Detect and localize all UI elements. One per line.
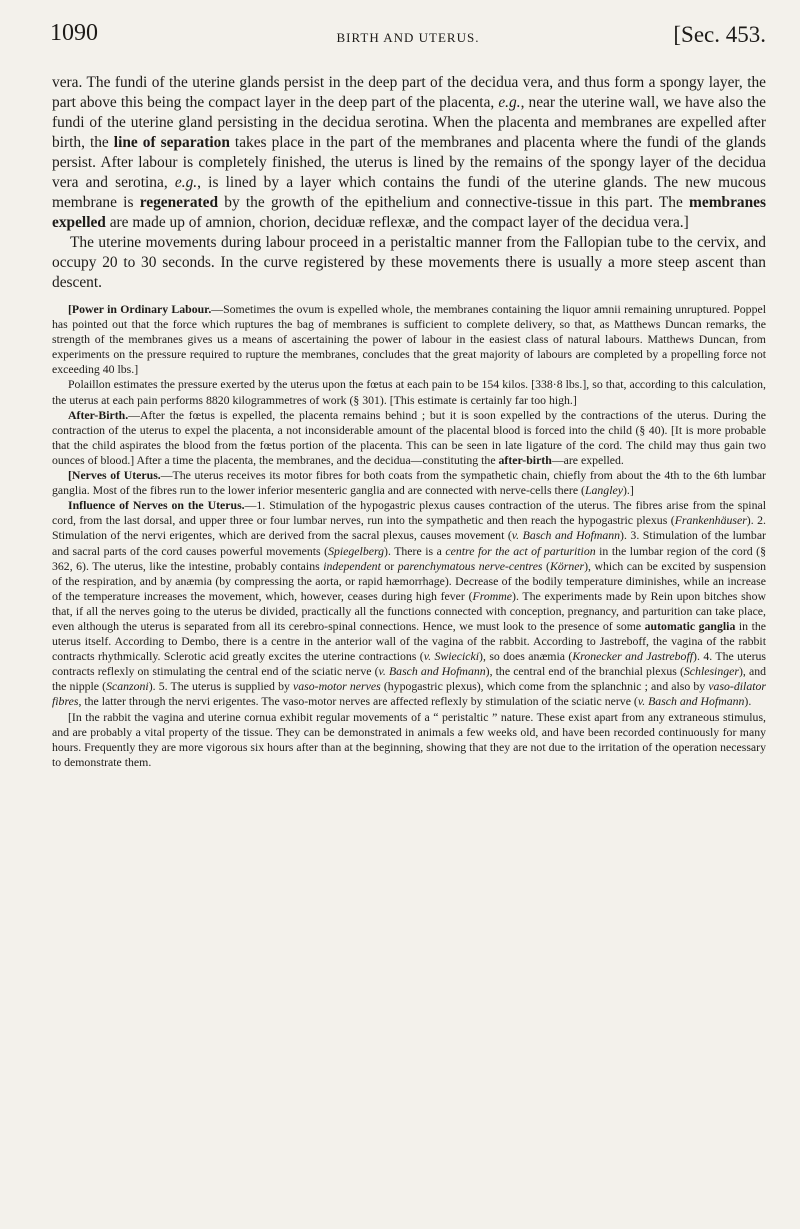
running-title: BIRTH AND UTERUS.	[336, 30, 480, 45]
text-run: vera. The fundi of the uterine glands persist in the deep part of the decidua vera, and thus form a spongy layer, the part above this being the compact layer in the deep part of the placenta,	[52, 74, 766, 111]
bold-run: After-Birth.	[68, 407, 129, 422]
text-run: takes place in the part of the membranes and placenta where the fundi of the glands persist. After labour is completely finished, the uterus is lined by the remains of the spongy layer of the decidua vera and serotina,	[52, 134, 766, 191]
text-run: (	[542, 558, 550, 573]
text-run: ).	[744, 694, 752, 709]
large-paragraph	[52, 73, 766, 233]
text-run: —After the fœtus is expelled, the placenta remains behind ; but it is soon expelled by the contractions of the uterus. During the contraction of the uterus to expel the placenta, a not inconsiderable amount of the placental blood is forced into the child (§ 40). [It is more probable that the child aspirates the blood from the fœtus portion of the placenta. This can be seen in late ligature of the cord. The child may thus gain two ounces of blood.] After a time the placenta, the membranes, and the decidua—constituting the	[52, 407, 766, 467]
italic-run: e.g.	[498, 94, 521, 111]
italic-run: e.g.	[174, 174, 198, 191]
text-run: —Sometimes the ovum is expelled whole, the membranes containing the liquor amnii remaining unruptured. Poppel has pointed out that the force which ruptures the bag of membranes is sufficient to complete delivery, so that, as Matthews Duncan remarks, the strength of the membranes gives us a means of ascertaining the power of labour in the easiest class of natural labours. Matthews Duncan, from experiments on the pressure required to rupture the membranes, concludes that the great majority of labours are completed by a propelling force not exceeding 40 lbs.]	[52, 302, 766, 377]
text-run: ). The experiments made by Rein upon bitches show that, if all the nerves going to the uterus be divided, practically all the functions connected with conception, pregnancy, and parturition can take place, even although the uterus is separated from all its cerebro-spinal connections. Hence, we must look to the presence of some	[52, 588, 766, 633]
text-run: —are expelled.	[551, 452, 624, 467]
text-run: are made up of amnion, chorion, deciduæ reflexæ, and the compact layer of the decidua vera.]	[105, 214, 689, 231]
italic-run: v. Swiecicki	[423, 649, 480, 664]
bold-run: line of separation	[113, 134, 230, 151]
text-run: ). There is a	[384, 543, 446, 558]
page-number: 1090	[50, 20, 98, 46]
small-paragraph	[52, 302, 766, 377]
text-run: ), so does anæmia (	[479, 649, 573, 664]
bold-run: after-birth	[498, 452, 552, 467]
italic-run: parenchymatous nerve-centres	[397, 558, 543, 573]
small-paragraph	[52, 710, 766, 770]
text-run: in the uterus itself. According to Dembo, there is a centre in the anterior wall of the vagina of the rabbit. According to Jastreboff, the vagina of the rabbit contracts rhythmically. Sclerotic acid greatly excites the uterine contractions (	[52, 618, 766, 664]
running-header	[50, 18, 766, 58]
bold-run: [Power in Ordinary Labour.	[68, 302, 212, 316]
small-print-text	[52, 302, 766, 770]
text-run: , near the uterine wall, we have also the fundi of the uterine gland persisting in the decidua serotina. When the placenta and membranes are expelled after birth, the	[52, 94, 766, 151]
small-paragraph	[52, 498, 766, 709]
text-run: ). 3. Stimulation of the lumbar and sacral parts of the cord causes powerful movements (	[52, 528, 766, 558]
small-paragraph	[52, 468, 766, 498]
text-run: or	[380, 558, 398, 573]
italic-run: Fromme	[472, 588, 513, 603]
large-paragraph	[52, 233, 766, 293]
italic-run: Langley	[584, 483, 623, 498]
bold-run: [Nerves of Uterus.	[68, 468, 161, 483]
italic-run: vaso-dilator fibres	[52, 679, 766, 709]
italic-run: v. Basch and Hofmann	[511, 528, 621, 543]
italic-run: Spiegelberg	[328, 543, 385, 558]
text-run: ). 2. Stimulation of the nervi erigentes, which are derived from the sacral plexus, causes movement (	[52, 513, 766, 543]
text-run: —1. Stimulation of the hypogastric plexus causes contraction of the uterus. The fibres arise from the spinal cord, from the last dorsal, and upper three or four lumbar nerves, run into the sympathetic and then reach the hypogastric plexus (	[52, 498, 766, 528]
italic-run: Frankenhäuser	[674, 513, 747, 528]
small-paragraph	[52, 377, 766, 407]
text-run: ). 5. The uterus is supplied by	[148, 679, 294, 694]
section-number: [Sec. 453.	[673, 22, 766, 47]
italic-run: Scanzoni	[106, 679, 149, 694]
text-run: The uterine movements during labour proceed in a peristaltic manner from the Fallopian tube to the cervix, and occupy 20 to 30 seconds. In the curve registered by these movements there is usually a more steep ascent than descent.	[52, 234, 766, 291]
text-run: ).]	[622, 483, 634, 498]
italic-run: v. Basch and Hofmann	[637, 694, 745, 709]
bold-run: Influence of Nerves on the Uterus.	[68, 498, 245, 513]
text-run: —The uterus receives its motor fibres for both coats from the sympathetic chain, chiefly from about the 4th to the 6th lumbar ganglia. Most of the fibres run to the lower inferior mesenteric ganglia and are connected with nerve-cells there (	[52, 468, 766, 498]
main-text	[52, 73, 766, 293]
text-run: , is lined by a layer which contains the fundi of the uterine glands. The new mucous membrane is	[52, 174, 766, 211]
text-run: Polaillon estimates the pressure exerted by the uterus upon the fœtus at each pain to be 154 kilos. [338·8 lbs.], so that, according to this calculation, the uterus at each pain performs 8820 kilogrammetres of work (§ 301). [This estimate is certainly far too high.]	[52, 377, 766, 407]
text-run: ), and the nipple (	[52, 664, 766, 694]
bold-run: automatic ganglia	[644, 618, 736, 633]
text-run: by the growth of the epithelium and connective-tissue in this part. The	[218, 194, 690, 211]
italic-run: Körner	[549, 558, 585, 573]
italic-run: independent	[323, 558, 381, 573]
text-run: ), which can be excited by suspension of the respiration, and by anæmia (by compressing the aorta, or rapid hæmorrhage). Decrease of the bodily temperature diminishes, while an increase of the temperature increases the movement, which, however, ceases during high fever (	[52, 558, 766, 603]
bold-run: membranes expelled	[52, 194, 766, 231]
italic-run: v. Basch and Hofmann	[378, 664, 486, 679]
page-body	[52, 73, 766, 770]
text-run: ). 4. The uterus contracts reflexly on stimulating the central end of the sciatic nerve (	[52, 649, 766, 679]
italic-run: vaso-motor nerves	[293, 679, 381, 694]
small-paragraph	[52, 408, 766, 468]
text-run: , the latter through the nervi erigentes. The vaso-motor nerves are affected reflexly by stimulation of the sciatic nerve (	[78, 694, 638, 709]
text-run: ), the central end of the branchial plexus (	[485, 664, 684, 679]
italic-run: Schlesinger	[683, 664, 739, 679]
text-run: [In the rabbit the vagina and uterine cornua exhibit regular movements of a “ peristaltic ” nature. These exist apart from any extraneous stimulus, and are probably a vital property of the tissue. They can be demonstrated in animals a few weeks old, and have been recorded continuously for many hours. Frequently they are more vigorous six hours after than at the beginning, showing that they are not due to the irritation of the operation necessary to demonstrate them.	[52, 709, 766, 769]
text-run: in the lumbar region of the cord (§ 362, 6). The uterus, like the intestine, probably contains	[52, 543, 766, 573]
italic-run: centre for the act of parturition	[445, 543, 596, 558]
italic-run: Kronecker and Jastreboff	[572, 649, 694, 664]
bold-run: regenerated	[139, 194, 219, 211]
text-run: (hypogastric plexus), which come from the splanchnic ; and also by	[380, 679, 709, 694]
